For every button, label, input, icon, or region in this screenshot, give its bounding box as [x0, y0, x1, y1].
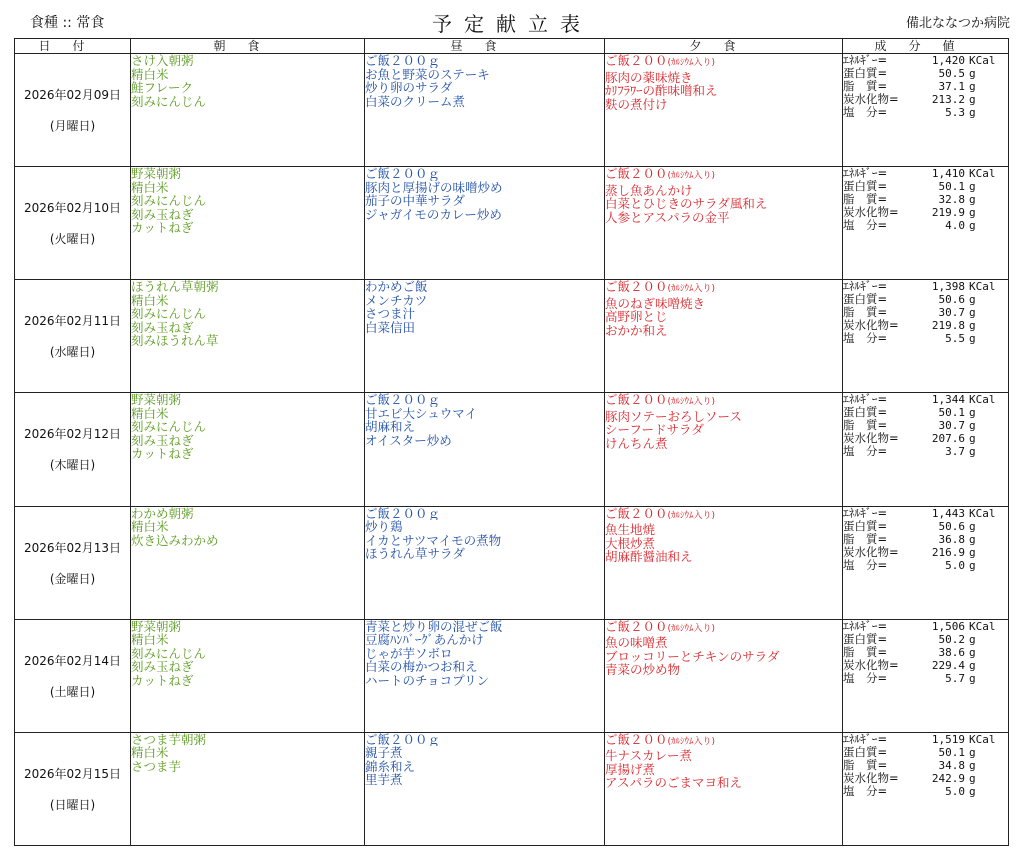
nutrition-label: 塩 分= [843, 105, 888, 119]
calcium-note: (ｶﾙｼｳﾑ入り) [667, 171, 716, 182]
nutrition-unit: g [969, 445, 976, 459]
dinner-rice-text: ご飯２００ [605, 54, 668, 68]
calcium-note: (ｶﾙｼｳﾑ入り) [667, 736, 716, 747]
dinner-rice-item [605, 280, 842, 297]
nutrition-unit: g [969, 219, 976, 233]
lunch-item: オイスター炒め [365, 433, 452, 448]
nutrition-value: 4.0 [945, 219, 965, 233]
dinner-item: 魚のねぎ味噌焼き [605, 296, 706, 311]
date-cell [15, 54, 131, 167]
weekday-text: (金曜日) [49, 571, 96, 586]
nutrition-cell [843, 280, 1009, 393]
nutrition-value: 5.0 [945, 558, 965, 572]
nutrition-value: 213.2 [931, 93, 965, 106]
lunch-item: 胡麻和え [365, 420, 416, 434]
lunch-item: 炒り鶏 [365, 520, 403, 534]
table-row [15, 280, 1009, 393]
breakfast-item: 刻みにんじん [131, 94, 207, 108]
date-text: 2026年02月14日 [23, 653, 122, 668]
nutrition-value: 50.6 [938, 293, 965, 307]
nutrition-carb-row [843, 546, 1008, 559]
lunch-item: 豚肉と厚揚げの味噌炒め [365, 180, 503, 195]
lunch-cell [365, 619, 605, 732]
diet-type-label: 食種 :: 常食 [30, 15, 105, 31]
nutrition-label: 炭水化物= [843, 205, 899, 220]
column-header-lunch: 昼食 [365, 39, 605, 54]
lunch-item: 白菜のクリーム煮 [365, 94, 466, 108]
lunch-item: わかめご飯 [365, 280, 428, 294]
nutrition-label: 蛋白質= [843, 631, 888, 646]
calcium-note: (ｶﾙｼｳﾑ入り) [667, 397, 716, 408]
dinner-item: 豚肉の薬味焼き [605, 70, 693, 84]
nutrition-value: 207.6 [931, 432, 965, 446]
nutrition-energy-row [843, 620, 1008, 633]
dinner-item: けんちん煮 [605, 436, 668, 451]
nutrition-protein-row [843, 520, 1008, 533]
lunch-cell [365, 54, 605, 167]
weekday-text: (日曜日) [49, 797, 96, 812]
calcium-note: (ｶﾙｼｳﾑ入り) [667, 510, 716, 521]
nutrition-unit: KCal [969, 167, 996, 181]
dinner-rice-text: ご飯２００ [605, 280, 668, 295]
breakfast-item: カットねぎ [131, 447, 194, 461]
breakfast-cell [131, 280, 365, 393]
date-cell [15, 280, 131, 393]
nutrition-salt-row [843, 219, 1008, 232]
dinner-rice-text: ご飯２００ [605, 167, 668, 182]
lunch-item: さつま汁 [365, 307, 416, 321]
breakfast-item: 炊き込みわかめ [131, 533, 219, 548]
dinner-item: 胡麻酢醤油和え [605, 550, 693, 564]
breakfast-cell [131, 506, 365, 619]
nutrition-unit: KCal [969, 54, 996, 67]
nutrition-value: 50.5 [938, 67, 965, 80]
nutrition-value: 30.7 [938, 306, 965, 320]
dinner-rice-item [605, 507, 842, 524]
breakfast-cell [131, 54, 365, 167]
nutrition-unit: g [969, 758, 976, 772]
nutrition-label: 脂 質= [843, 305, 888, 320]
lunch-cell [365, 280, 605, 393]
date-text: 2026年02月09日 [23, 88, 122, 103]
breakfast-item: ほうれん草朝粥 [131, 280, 219, 294]
nutrition-cell [843, 506, 1009, 619]
lunch-item: ハートのチョコプリン [365, 673, 490, 688]
nutrition-unit: g [969, 771, 976, 785]
dinner-item: 麩の煮付け [605, 97, 668, 111]
nutrition-unit: g [969, 306, 976, 320]
nutrition-value: 50.2 [938, 632, 965, 646]
nutrition-cell [843, 732, 1009, 845]
breakfast-item: 精白米 [131, 406, 169, 421]
nutrition-value: 1,344 [931, 393, 965, 407]
breakfast-item: さけ入朝粥 [131, 54, 194, 68]
column-header-nutrition: 成分値 [843, 39, 1009, 54]
nutrition-unit: g [969, 432, 976, 446]
nutrition-unit: g [969, 293, 976, 307]
nutrition-label: 脂 質= [843, 757, 888, 772]
lunch-item: 白菜信田 [365, 320, 416, 335]
breakfast-item: カットねぎ [131, 221, 194, 235]
nutrition-label: 塩 分= [843, 218, 888, 233]
nutrition-value: 50.6 [938, 519, 965, 533]
header-row [15, 39, 1009, 54]
date-text: 2026年02月12日 [23, 427, 122, 442]
lunch-cell [365, 506, 605, 619]
nutrition-cell [843, 619, 1009, 732]
weekday-text: (月曜日) [49, 119, 96, 134]
breakfast-cell [131, 167, 365, 280]
dinner-rice-item [605, 733, 842, 750]
lunch-item: イカとサツマイモの煮物 [365, 533, 502, 548]
nutrition-value: 1,420 [931, 54, 965, 67]
nutrition-carb-row [843, 659, 1008, 672]
lunch-item: 茄子の中華サラダ [365, 194, 465, 208]
nutrition-value: 50.1 [938, 406, 965, 420]
nutrition-value: 242.9 [931, 771, 965, 785]
nutrition-label: 蛋白質= [843, 405, 888, 420]
nutrition-cell [843, 167, 1009, 280]
nutrition-value: 50.1 [938, 180, 965, 194]
dinner-rice-item [605, 167, 842, 184]
nutrition-salt-row [843, 332, 1008, 345]
dinner-rice-item [605, 620, 842, 637]
lunch-item: ほうれん草サラダ [365, 547, 465, 561]
breakfast-item: 精白米 [131, 520, 169, 534]
dinner-item: 青菜の炒め物 [605, 663, 681, 677]
date-cell [15, 506, 131, 619]
nutrition-label: 塩 分= [843, 444, 888, 459]
date-text: 2026年02月15日 [23, 766, 122, 781]
nutrition-label: 炭水化物= [843, 657, 899, 672]
nutrition-energy-row [843, 733, 1008, 746]
hospital-name: 備北ななつか病院 [905, 16, 1010, 31]
nutrition-unit: g [969, 80, 976, 93]
nutrition-value: 1,506 [931, 619, 965, 633]
breakfast-item: わかめ朝粥 [131, 506, 194, 521]
dinner-item: 白菜とひじきのサラダ風和え [605, 197, 768, 211]
nutrition-unit: g [969, 193, 976, 207]
lunch-item: 青菜と炒り卵の混ぜご飯 [365, 619, 503, 634]
lunch-item: 親子煮 [365, 746, 403, 760]
column-header-breakfast: 朝食 [131, 39, 365, 54]
nutrition-label: ｴﾈﾙｷﾞｰ= [843, 53, 888, 67]
dinner-item: ｶﾘﾌﾗﾜｰの酢味噌和え [605, 84, 718, 98]
nutrition-unit: g [969, 106, 976, 119]
calcium-note: (ｶﾙｼｳﾑ入り) [667, 284, 716, 295]
nutrition-unit: KCal [969, 393, 996, 407]
dinner-rice-text: ご飯２００ [605, 393, 668, 408]
nutrition-label: 蛋白質= [843, 292, 888, 307]
date-cell [15, 393, 131, 506]
nutrition-salt-row [843, 106, 1008, 119]
breakfast-item: 刻みほうれん草 [131, 334, 219, 348]
nutrition-value: 219.9 [931, 206, 965, 220]
date-text: 2026年02月11日 [23, 314, 122, 329]
dinner-item: 大根炒煮 [605, 536, 656, 551]
nutrition-unit: g [969, 180, 976, 194]
breakfast-item: 刻みにんじん [131, 420, 207, 434]
dinner-rice-text: ご飯２００ [605, 619, 668, 634]
nutrition-label: 蛋白質= [843, 66, 888, 80]
date-text: 2026年02月13日 [23, 540, 122, 555]
nutrition-fat-row [843, 759, 1008, 772]
dinner-item: 蒸し魚あんかけ [605, 183, 693, 198]
nutrition-value: 38.6 [938, 645, 965, 659]
date-cell [15, 619, 131, 732]
weekday-text: (木曜日) [49, 458, 96, 473]
nutrition-unit: g [969, 319, 976, 333]
breakfast-item: さつま芋朝粥 [131, 732, 207, 747]
breakfast-item: 精白米 [131, 67, 169, 81]
breakfast-item: 精白米 [131, 633, 169, 647]
nutrition-label: 炭水化物= [843, 92, 899, 106]
nutrition-unit: g [969, 206, 976, 220]
nutrition-value: 5.7 [945, 671, 965, 685]
page-title: 予定献立表 [432, 12, 592, 36]
breakfast-item: 野菜朝粥 [131, 167, 182, 181]
table-row [15, 619, 1009, 732]
nutrition-unit: g [969, 419, 976, 433]
table-row [15, 506, 1009, 619]
nutrition-salt-row [843, 785, 1008, 798]
breakfast-item: さつま芋 [131, 759, 182, 774]
date-cell [15, 167, 131, 280]
nutrition-value: 1,519 [931, 732, 965, 746]
dinner-item: アスパラのごまマヨ和え [605, 776, 743, 790]
nutrition-label: 塩 分= [843, 557, 888, 572]
breakfast-cell [131, 619, 365, 732]
lunch-item: ご飯２００ｇ [365, 54, 441, 68]
lunch-cell [365, 167, 605, 280]
dinner-rice-item [605, 54, 842, 71]
breakfast-item: 刻みにんじん [131, 646, 207, 661]
nutrition-unit: g [969, 645, 976, 659]
lunch-item: 豆腐ﾊﾝﾊﾞｰｸﾞあんかけ [365, 633, 484, 647]
nutrition-salt-row [843, 672, 1008, 685]
nutrition-unit: g [969, 784, 976, 798]
calcium-note: (ｶﾙｼｳﾑ入り) [667, 623, 716, 634]
table-row [15, 393, 1009, 506]
weekday-text: (水曜日) [49, 345, 96, 360]
breakfast-item: 刻み玉ねぎ [131, 433, 194, 448]
nutrition-unit: g [969, 519, 976, 533]
dinner-item: 牛ナスカレー煮 [605, 749, 693, 763]
nutrition-value: 1,410 [931, 167, 965, 181]
dinner-item: 魚の味噌煮 [605, 636, 668, 650]
dinner-item: 厚揚げ煮 [605, 762, 656, 777]
nutrition-unit: g [969, 671, 976, 685]
nutrition-label: 炭水化物= [843, 544, 899, 559]
breakfast-item: 精白米 [131, 180, 169, 195]
nutrition-value: 37.1 [938, 80, 965, 93]
nutrition-value: 216.9 [931, 545, 965, 559]
lunch-item: ジャガイモのカレー炒め [365, 207, 502, 222]
dinner-item: 高野卵とじ [605, 310, 668, 324]
breakfast-item: 刻み玉ねぎ [131, 207, 194, 222]
breakfast-item: 野菜朝粥 [131, 393, 182, 407]
nutrition-label: ｴﾈﾙｷﾞｰ= [843, 618, 888, 633]
nutrition-value: 32.8 [938, 193, 965, 207]
dinner-item: シーフードサラダ [605, 423, 704, 437]
lunch-item: お魚と野菜のステーキ [365, 67, 490, 81]
dinner-cell [605, 280, 843, 393]
dinner-cell [605, 393, 843, 506]
nutrition-fat-row [843, 533, 1008, 546]
lunch-item: ご飯２００ｇ [365, 393, 441, 407]
lunch-item: 白菜の梅かつお和え [365, 660, 478, 674]
nutrition-energy-row [843, 507, 1008, 520]
lunch-item: 錦糸和え [365, 759, 416, 774]
dinner-item: ブロッコリーとチキンのサラダ [605, 649, 780, 664]
nutrition-unit: KCal [969, 280, 996, 294]
nutrition-unit: g [969, 93, 976, 106]
nutrition-value: 30.7 [938, 419, 965, 433]
nutrition-value: 36.8 [938, 532, 965, 546]
nutrition-value: 1,443 [931, 506, 965, 520]
dinner-cell [605, 167, 843, 280]
nutrition-unit: g [969, 658, 976, 672]
nutrition-cell [843, 54, 1009, 167]
nutrition-label: ｴﾈﾙｷﾞｰ= [843, 392, 888, 407]
nutrition-label: 脂 質= [843, 79, 888, 93]
nutrition-label: 炭水化物= [843, 431, 899, 446]
nutrition-label: ｴﾈﾙｷﾞｰ= [843, 505, 888, 520]
breakfast-item: 鮭フレーク [131, 81, 194, 95]
breakfast-cell [131, 732, 365, 845]
dinner-item: 人参とアスパラの金平 [605, 210, 730, 225]
nutrition-unit: g [969, 332, 976, 346]
nutrition-label: 炭水化物= [843, 318, 899, 333]
nutrition-value: 229.4 [931, 658, 965, 672]
dinner-cell [605, 506, 843, 619]
dinner-item: おかか和え [605, 323, 668, 338]
breakfast-item: 刻み玉ねぎ [131, 320, 194, 335]
dinner-rice-text: ご飯２００ [605, 506, 668, 521]
dinner-rice-text: ご飯２００ [605, 732, 668, 747]
dinner-cell [605, 619, 843, 732]
nutrition-protein-row [843, 633, 1008, 646]
lunch-item: 炒り卵のサラダ [365, 81, 453, 95]
lunch-cell [365, 732, 605, 845]
nutrition-unit: KCal [969, 506, 996, 520]
breakfast-item: 刻みにんじん [131, 307, 207, 321]
nutrition-value: 5.0 [945, 784, 965, 798]
nutrition-label: ｴﾈﾙｷﾞｰ= [843, 279, 888, 294]
nutrition-value: 1,398 [931, 280, 965, 294]
nutrition-value: 5.3 [945, 106, 965, 119]
nutrition-label: 脂 質= [843, 644, 888, 659]
table-row [15, 167, 1009, 280]
nutrition-fat-row [843, 646, 1008, 659]
nutrition-unit: g [969, 67, 976, 80]
dinner-cell [605, 732, 843, 845]
nutrition-protein-row [843, 746, 1008, 759]
lunch-item: じゃが芋ソボロ [365, 646, 453, 661]
lunch-cell [365, 393, 605, 506]
table-row [15, 54, 1009, 167]
nutrition-unit: g [969, 745, 976, 759]
nutrition-label: 塩 分= [843, 331, 888, 346]
nutrition-label: 蛋白質= [843, 744, 888, 759]
nutrition-unit: g [969, 532, 976, 546]
nutrition-unit: KCal [969, 732, 996, 746]
nutrition-unit: g [969, 632, 976, 646]
nutrition-label: 塩 分= [843, 670, 888, 685]
column-header-dinner: 夕食 [605, 39, 843, 54]
nutrition-label: 炭水化物= [843, 770, 899, 785]
nutrition-label: 脂 質= [843, 418, 888, 433]
lunch-item: 里芋煮 [365, 773, 403, 787]
nutrition-label: 脂 質= [843, 531, 888, 546]
breakfast-item: 精白米 [131, 293, 169, 308]
nutrition-label: ｴﾈﾙｷﾞｰ= [843, 166, 888, 181]
menu-table [14, 38, 1009, 846]
lunch-item: メンチカツ [365, 293, 428, 308]
nutrition-label: ｴﾈﾙｷﾞｰ= [843, 731, 888, 746]
nutrition-carb-row [843, 772, 1008, 785]
nutrition-label: 脂 質= [843, 192, 888, 207]
table-row [15, 732, 1009, 845]
weekday-text: (火曜日) [49, 232, 96, 247]
nutrition-unit: g [969, 406, 976, 420]
nutrition-value: 50.1 [938, 745, 965, 759]
column-header-date: 日付 [15, 39, 131, 54]
nutrition-unit: g [969, 558, 976, 572]
nutrition-unit: KCal [969, 619, 996, 633]
lunch-item: ご飯２００ｇ [365, 167, 441, 181]
breakfast-item: 野菜朝粥 [131, 619, 182, 634]
nutrition-unit: g [969, 545, 976, 559]
lunch-item: ご飯２００ｇ [365, 506, 441, 521]
date-cell [15, 732, 131, 845]
nutrition-salt-row [843, 559, 1008, 572]
dinner-cell [605, 54, 843, 167]
nutrition-cell [843, 393, 1009, 506]
breakfast-cell [131, 393, 365, 506]
nutrition-label: 蛋白質= [843, 179, 888, 194]
breakfast-item: 刻みにんじん [131, 194, 207, 208]
nutrition-label: 塩 分= [843, 783, 888, 798]
dinner-rice-item [605, 393, 842, 410]
breakfast-item: 刻み玉ねぎ [131, 660, 194, 674]
breakfast-item: 精白米 [131, 746, 169, 760]
dinner-item: 魚生地焼 [605, 523, 656, 537]
date-text: 2026年02月10日 [23, 201, 122, 216]
dinner-item: 豚肉ソテーおろしソース [605, 409, 742, 424]
nutrition-value: 34.8 [938, 758, 965, 772]
nutrition-value: 5.5 [945, 332, 965, 346]
nutrition-value: 3.7 [945, 445, 965, 459]
weekday-text: (土曜日) [49, 684, 96, 699]
nutrition-salt-row [843, 445, 1008, 458]
breakfast-item: カットねぎ [131, 673, 194, 688]
nutrition-label: 蛋白質= [843, 518, 888, 533]
calcium-note: (ｶﾙｼｳﾑ入り) [667, 58, 716, 68]
nutrition-value: 219.8 [931, 319, 965, 333]
lunch-item: 甘エビ大シュウマイ [365, 406, 478, 421]
lunch-item: ご飯２００ｇ [365, 732, 441, 747]
